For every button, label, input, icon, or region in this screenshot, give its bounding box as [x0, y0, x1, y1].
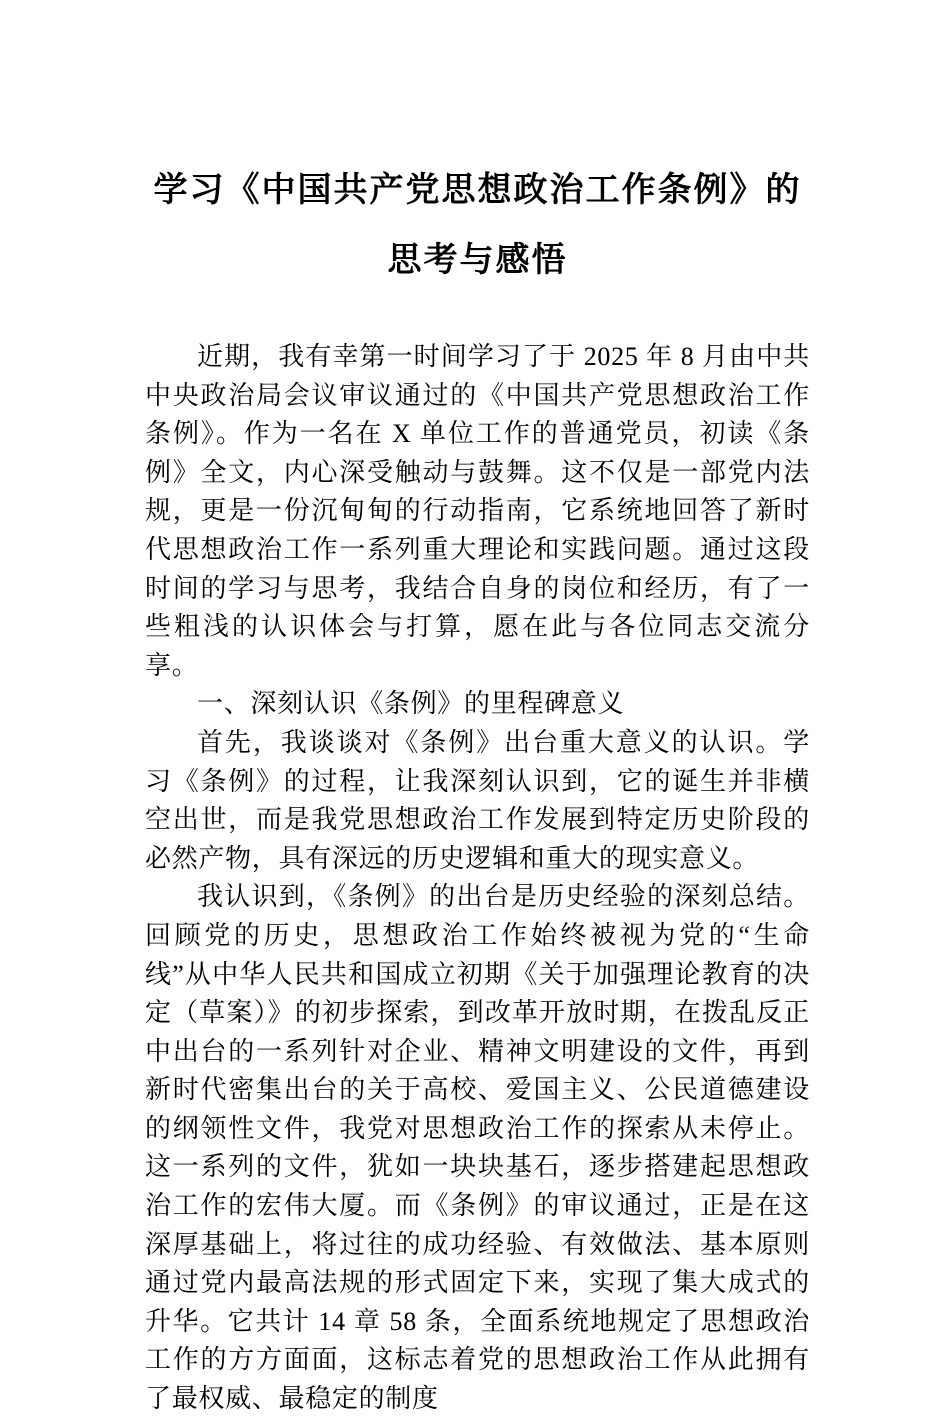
paragraph-significance: 首先，我谈谈对《条例》出台重大意义的认识。学习《条例》的过程，让我深刻认识到，它的诞生并非横空出世，而是我党思想政治工作发展到特定历史阶段的必然产物，具有深远的历史逻辑和重大的现实意义。 — [145, 727, 810, 873]
paragraph-historical-summary: 我认识到，《条例》的出台是历史经验的深刻总结。回顾党的历史，思想政治工作始终被视为党的“生命线”从中华人民共和国成立初期《关于加强理论教育的决定（草案）》的初步探索，到改革开放时期，在拨乱反正中出台的一系列针对企业、精神文明建设的文件，再到新时代密集出台的关于高校、爱国主义、公民道德建设的纲领性文件，我党对思想政治工作的探索从未停止。这一系列的文件，犹如一块块基石，逐步搭建起思想政治工作的宏伟大厦。而《条例》的审议通过，正是在这深厚基础上，将过往的成功经验、有效做法、基本原则通过党内最高法规的形式固定下来，实现了集大成式的升华。它共计 14 章 58 条，全面系统地规定了思想政治工作的方方面面，这标志着党的思想政治工作从此拥有了最权威、最稳定的制度 — [145, 882, 810, 1414]
section-heading-1: 一、深刻认识《条例》的里程碑意义 — [197, 689, 625, 719]
document-title — [145, 156, 810, 296]
document-title-line-1: 学习《中国共产党思想政治工作条例》的 — [153, 172, 802, 209]
document-body — [145, 338, 810, 1419]
paragraph-intro: 近期，我有幸第一时间学习了于 2025 年 8 月由中共中央政治局会议审议通过的《中国共产党思想政治工作条例》。作为一名在 X 单位工作的普通党员，初读《条例》全文，内心深受触动与鼓舞。这不仅是一部党内法规，更是一份沉甸甸的行动指南，它系统地回答了新时代思想政治工作一系列重大理论和实践问题。通过这段时间的学习与思考，我结合自身的岗位和经历，有了一些粗浅的认识体会与打算，愿在此与各位同志交流分享。 — [145, 342, 810, 680]
document-title-line-2: 思考与感悟 — [387, 242, 568, 279]
